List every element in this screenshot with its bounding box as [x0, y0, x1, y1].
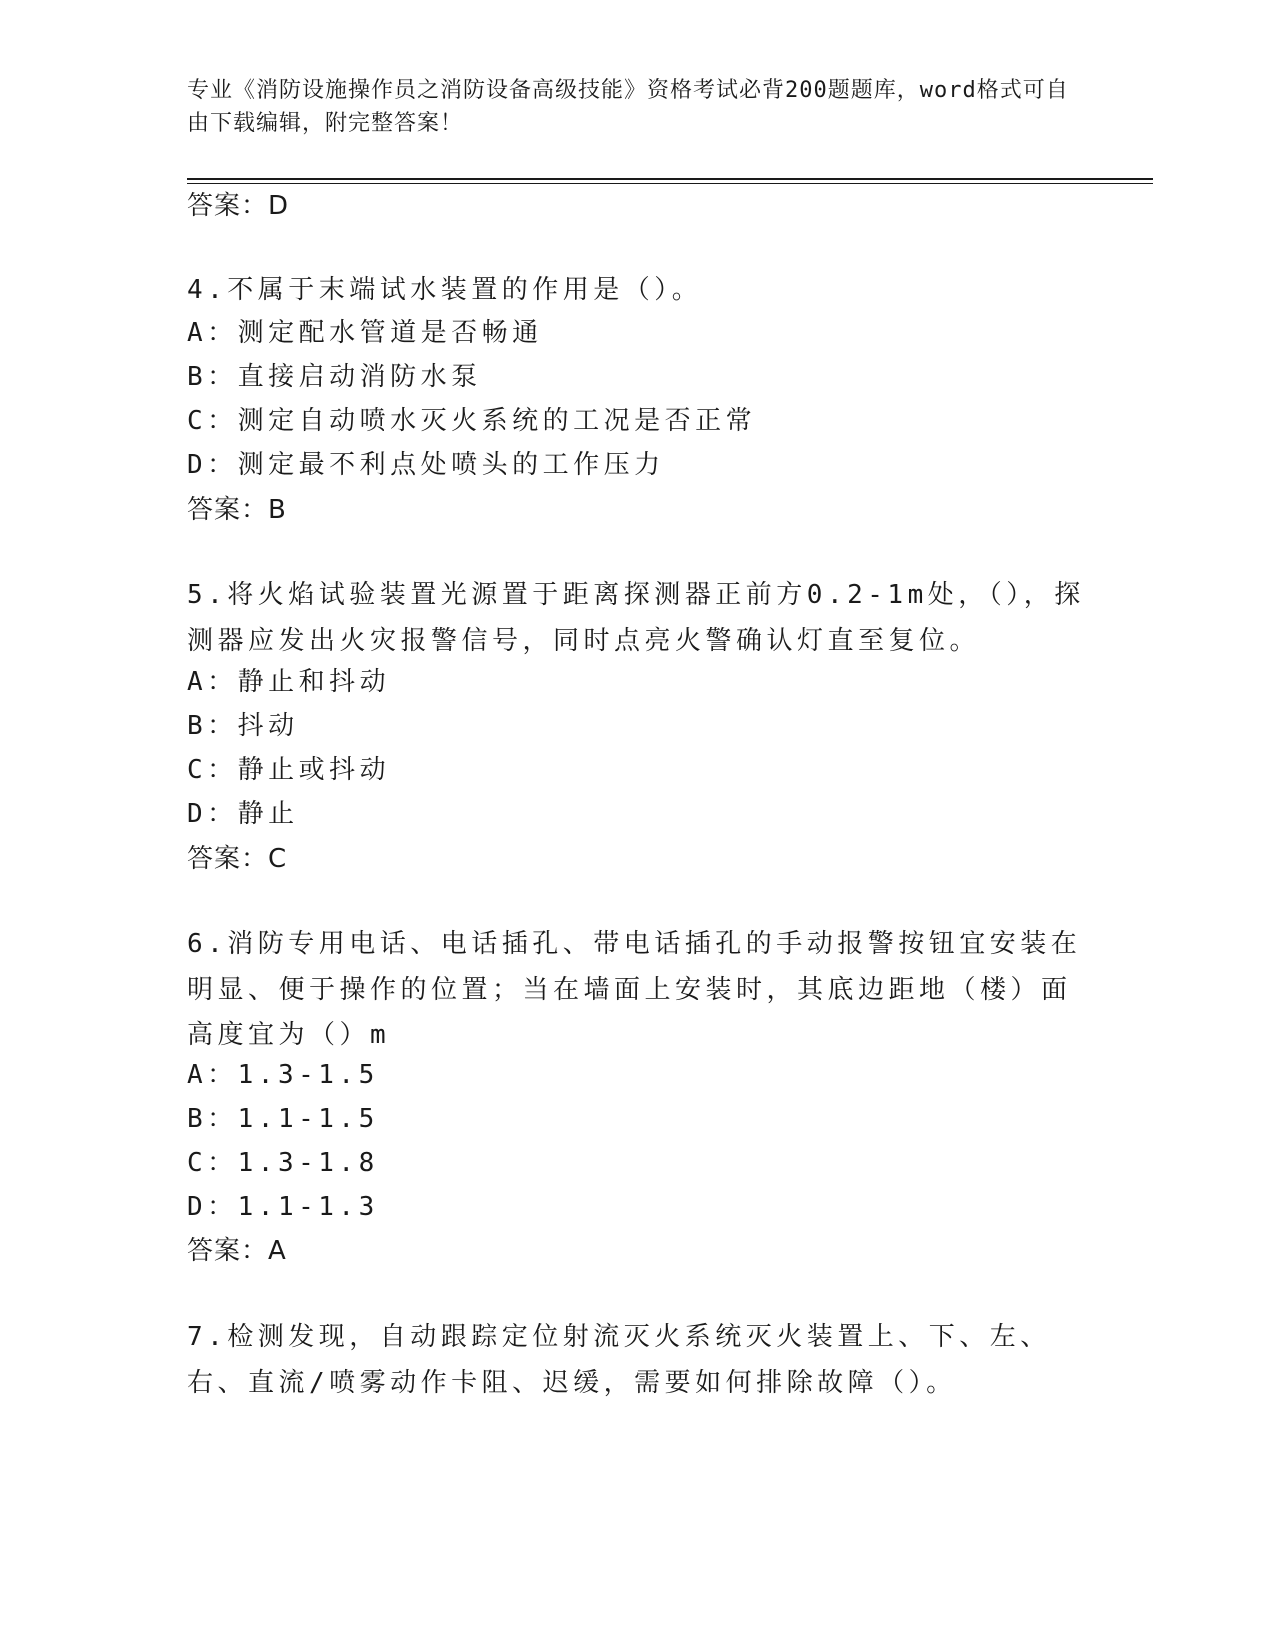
question-5-option-b: B：抖动 [187, 711, 299, 741]
question-5-option-c: C：静止或抖动 [187, 755, 391, 785]
header-divider-thin [187, 183, 1153, 184]
question-4-text: 4.不属于末端试水装置的作用是（）。 [187, 275, 703, 305]
answer-q5: 答案：C [187, 844, 288, 874]
question-5-option-d: D：静止 [187, 799, 299, 829]
question-6-option-a: A：1.3-1.5 [187, 1060, 379, 1090]
question-5-option-a: A：静止和抖动 [187, 667, 391, 697]
question-7-text: 7.检测发现，自动跟踪定位射流灭火系统灭火装置上、下、左、右、直流/喷雾动作卡阻、迟缓，需要如何排除故障（）。 [187, 1322, 1051, 1398]
question-4-option-a: A：测定配水管道是否畅通 [187, 318, 543, 348]
document-header: 专业《消防设施操作员之消防设备高级技能》资格考试必背200题题库，word格式可自由下载编辑，附完整答案！ [187, 78, 1069, 136]
answer-q3: 答案：D [187, 191, 290, 221]
question-5-text: 5.将火焰试验装置光源置于距离探测器正前方0.2-1m处，（），探测器应发出火灾报警信号，同时点亮火警确认灯直至复位。 [187, 580, 1085, 656]
question-4-option-d: D：测定最不利点处喷头的工作压力 [187, 450, 665, 480]
answer-q4: 答案：B [187, 495, 287, 525]
header-divider-thick [187, 178, 1153, 180]
question-6-option-b: B：1.1-1.5 [187, 1104, 379, 1134]
question-6-option-d: D：1.1-1.3 [187, 1192, 379, 1222]
question-4-option-b: B：直接启动消防水泵 [187, 362, 482, 392]
answer-q6: 答案：A [187, 1236, 287, 1266]
question-6-text: 6.消防专用电话、电话插孔、带电话插孔的手动报警按钮宜安装在明显、便于操作的位置；当在墙面上安装时，其底边距地（楼）面高度宜为（）m [187, 929, 1082, 1050]
question-4-option-c: C：测定自动喷水灭火系统的工况是否正常 [187, 406, 757, 436]
question-6-option-c: C：1.3-1.8 [187, 1148, 379, 1178]
